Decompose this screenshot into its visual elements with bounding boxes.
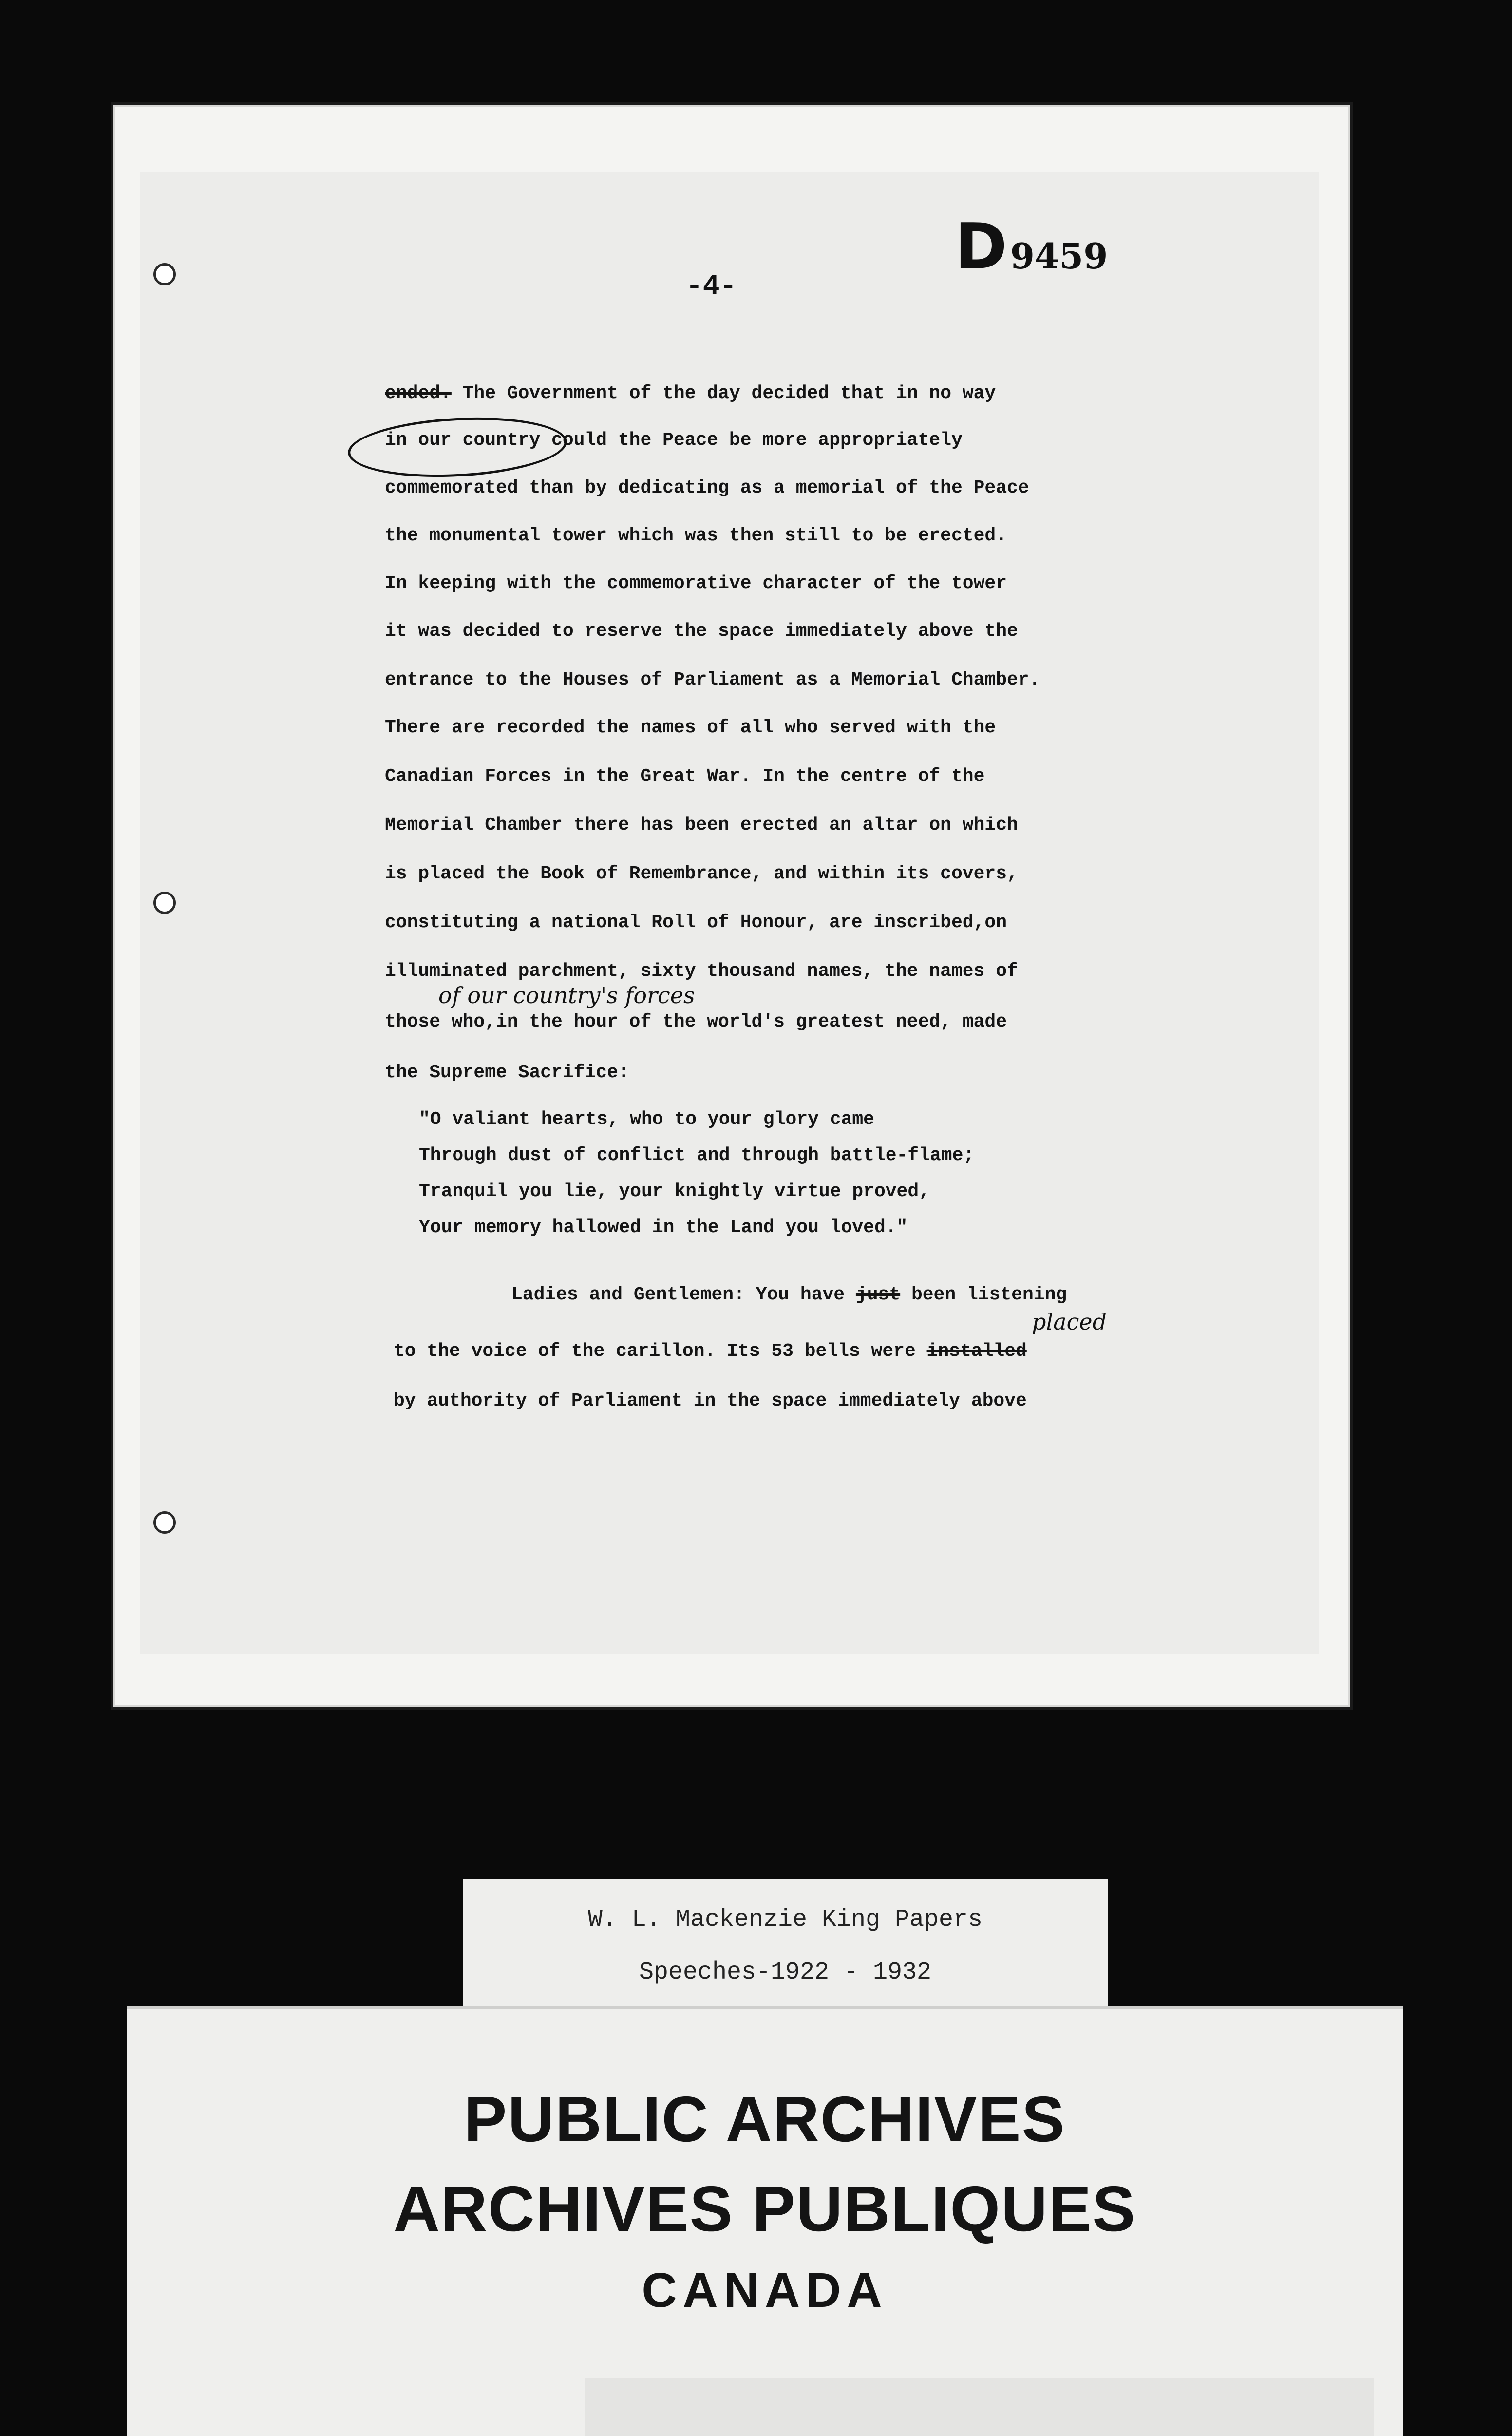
collection-name: W. L. Mackenzie King Papers [587,1906,983,1934]
para2-line-1 [511,1284,1067,1305]
text-line-2: in our country could the Peace be more appropriately [385,430,963,451]
archive-title-english: PUBLIC ARCHIVES [464,2083,1066,2155]
text-line-10: Memorial Chamber there has been erected an altar on which [385,815,1018,836]
punch-hole-top [153,263,176,285]
text-line-7: entrance to the Houses of Parliament as a Memorial Chamber. [385,669,1040,690]
para2-line-3: by authority of Parliament in the space immediately above [394,1390,1027,1411]
collection-label [463,1879,1108,2025]
para2-line-1-end: been listening [900,1284,1067,1305]
text-line-1-body: The Government of the day decided that in no way [451,383,996,404]
text-line-6: it was decided to reserve the space immediately above the [385,621,1018,642]
label-tab-strip [585,2378,1374,2436]
page-number: -4- [686,271,737,303]
struck-word: ended. [385,383,452,404]
punch-hole-middle [153,892,176,914]
handwritten-replacement: placed [1032,1309,1107,1335]
handwritten-insert: of our country's forces [438,982,695,1009]
document-number-letter: D [955,209,1007,284]
text-line-3: commemorated than by dedicating as a memorial of the Peace [385,477,1029,498]
text-line-9: Canadian Forces in the Great War. In the centre of the [385,766,985,787]
struck-word-installed: installed [926,1341,1027,1362]
poem-line-2: Through dust of conflict and through battle-flame; [419,1145,975,1166]
text-line-13: illuminated parchment, sixty thousand names, the names of [385,961,1018,982]
text-line-5: In keeping with the commemorative character of the tower [385,573,1007,594]
text-line-11: is placed the Book of Remembrance, and within its covers, [385,863,1018,884]
text-line-12: constituting a national Roll of Honour, are inscribed,on [385,912,1007,933]
poem-line-1: "O valiant hearts, who to your glory came [419,1109,874,1130]
collection-series: Speeches-1922 - 1932 [639,1959,932,1986]
text-line-14: those who,in the hour of the world's greatest need, made [385,1011,1007,1032]
text-line-8: There are recorded the names of all who served with the [385,717,996,738]
archive-title-french: ARCHIVES PUBLIQUES [393,2173,1136,2245]
poem-line-3: Tranquil you lie, your knightly virtue proved, [419,1181,930,1202]
text-line-15: the Supreme Sacrifice: [385,1062,629,1083]
punch-hole-bottom [153,1511,176,1534]
archive-country: CANADA [642,2263,888,2318]
para2-line-2 [394,1341,1027,1362]
struck-word-just: just [855,1284,901,1305]
archive-stamp-label [127,2006,1403,2436]
poem-line-4: Your memory hallowed in the Land you loved." [419,1217,908,1238]
document-page [113,105,1350,1707]
document-number [955,209,1108,284]
para2-line-2-start: to the voice of the carillon. Its 53 bells were [394,1341,927,1362]
text-line-1 [385,383,996,404]
text-line-4: the monumental tower which was then still to be erected. [385,525,1007,546]
document-number-digits: 9459 [1010,235,1108,277]
para2-line-1-start: Ladies and Gentlemen: You have [511,1284,856,1305]
